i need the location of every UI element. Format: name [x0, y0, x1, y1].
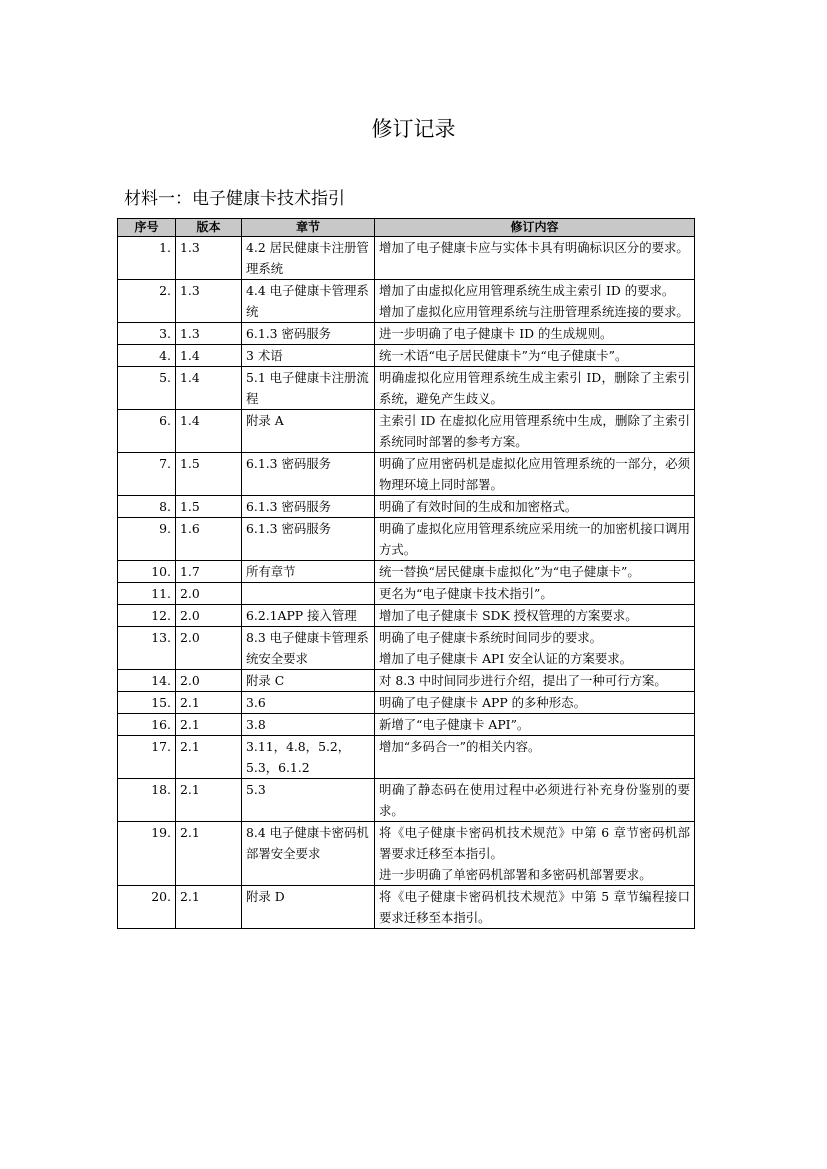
content-paragraph: 将《电子健康卡密码机技术规范》中第 5 章节编程接口要求迁移至本指引。 — [379, 889, 690, 925]
revision-table — [117, 218, 695, 929]
content-paragraph: 增加了由虚拟化应用管理系统生成主索引 ID 的要求。 — [379, 283, 675, 298]
row-content — [375, 496, 695, 518]
content-paragraph: 主索引 ID 在虚拟化应用管理系统中生成，删除了主索引系统同时部署的参考方案。 — [379, 413, 690, 449]
page-title: 修订记录 — [371, 117, 456, 141]
content-paragraph: 对 8.3 中时间同步进行介绍，提出了一种可行方案。 — [379, 673, 667, 688]
header-version: 版本 — [176, 219, 242, 237]
content-paragraph: 增加了虚拟化应用管理系统与注册管理系统连接的要求。 — [379, 304, 689, 319]
table-row — [118, 280, 695, 323]
content-paragraph: 新增了“电子健康卡 API”。 — [379, 717, 530, 732]
content-paragraph: 明确了电子健康卡 APP 的多种形态。 — [379, 695, 586, 710]
table-row — [118, 779, 695, 822]
row-version: 1.4 — [176, 345, 242, 367]
row-version: 1.4 — [176, 367, 242, 410]
content-paragraph: 明确了虚拟化应用管理系统应采用统一的加密机接口调用方式。 — [379, 521, 690, 557]
row-version: 1.5 — [176, 453, 242, 496]
row-chapter: 附录 D — [242, 886, 375, 929]
row-number: 17. — [118, 736, 176, 779]
content-paragraph: 增加了电子健康卡 API 安全认证的方案要求。 — [379, 651, 633, 666]
row-content — [375, 779, 695, 822]
row-version: 2.1 — [176, 779, 242, 822]
table-row — [118, 410, 695, 453]
row-content — [375, 410, 695, 453]
row-chapter: 4.2 居民健康卡注册管理系统 — [242, 237, 375, 280]
table-row — [118, 692, 695, 714]
content-paragraph: 统一替换“居民健康卡虚拟化”为“电子健康卡”。 — [379, 564, 640, 579]
row-number: 3. — [118, 323, 176, 345]
row-number: 18. — [118, 779, 176, 822]
content-paragraph: 增加了电子健康卡应与实体卡具有明确标识区分的要求。 — [379, 240, 689, 255]
content-paragraph: 统一术语“电子居民健康卡”为“电子健康卡”。 — [379, 348, 628, 363]
row-number: 12. — [118, 605, 176, 627]
content-paragraph: 更名为“电子健康卡技术指引”。 — [379, 586, 553, 601]
row-chapter: 6.1.3 密码服务 — [242, 496, 375, 518]
row-chapter: 4.4 电子健康卡管理系统 — [242, 280, 375, 323]
row-chapter: 5.1 电子健康卡注册流程 — [242, 367, 375, 410]
table-row — [118, 453, 695, 496]
row-chapter: 5.3 — [242, 779, 375, 822]
row-number: 1. — [118, 237, 176, 280]
row-chapter: 6.1.3 密码服务 — [242, 453, 375, 496]
row-number: 16. — [118, 714, 176, 736]
row-version: 1.7 — [176, 561, 242, 583]
row-version: 1.4 — [176, 410, 242, 453]
row-content — [375, 627, 695, 670]
row-content — [375, 367, 695, 410]
row-version: 2.1 — [176, 692, 242, 714]
row-content — [375, 518, 695, 561]
table-row — [118, 496, 695, 518]
content-paragraph: 明确了电子健康卡系统时间同步的要求。 — [379, 630, 603, 645]
row-content — [375, 692, 695, 714]
row-content — [375, 561, 695, 583]
row-content — [375, 280, 695, 323]
table-row — [118, 736, 695, 779]
row-version: 2.1 — [176, 714, 242, 736]
row-version: 2.0 — [176, 670, 242, 692]
content-paragraph: 明确虚拟化应用管理系统生成主索引 ID，删除了主索引系统，避免产生歧义。 — [379, 370, 690, 406]
table-row — [118, 670, 695, 692]
header-no: 序号 — [118, 219, 176, 237]
header-content: 修订内容 — [375, 219, 695, 237]
row-content — [375, 583, 695, 605]
table-row — [118, 605, 695, 627]
row-version: 1.3 — [176, 323, 242, 345]
row-version: 2.1 — [176, 822, 242, 886]
row-content — [375, 605, 695, 627]
content-paragraph: 明确了静态码在使用过程中必须进行补充身份鉴别的要求。 — [379, 782, 690, 818]
table-row — [118, 237, 695, 280]
row-content — [375, 822, 695, 886]
row-content — [375, 714, 695, 736]
row-chapter: 6.1.3 密码服务 — [242, 323, 375, 345]
content-paragraph: 明确了应用密码机是虚拟化应用管理系统的一部分，必须物理环境上同时部署。 — [379, 456, 690, 492]
row-version: 1.5 — [176, 496, 242, 518]
table-row — [118, 822, 695, 886]
table-row — [118, 367, 695, 410]
row-number: 9. — [118, 518, 176, 561]
row-version: 1.3 — [176, 237, 242, 280]
row-chapter: 所有章节 — [242, 561, 375, 583]
row-content — [375, 736, 695, 779]
row-chapter: 附录 C — [242, 670, 375, 692]
row-content — [375, 345, 695, 367]
table-row — [118, 627, 695, 670]
row-chapter: 3.11，4.8，5.2，5.3，6.1.2 — [242, 736, 375, 779]
content-paragraph: 进一步明确了电子健康卡 ID 的生成规则。 — [379, 326, 613, 341]
row-number: 19. — [118, 822, 176, 886]
row-content — [375, 670, 695, 692]
row-number: 15. — [118, 692, 176, 714]
row-version: 2.1 — [176, 886, 242, 929]
row-number: 13. — [118, 627, 176, 670]
row-number: 5. — [118, 367, 176, 410]
row-number: 14. — [118, 670, 176, 692]
row-chapter: 附录 A — [242, 410, 375, 453]
row-version: 1.6 — [176, 518, 242, 561]
row-version: 2.0 — [176, 605, 242, 627]
row-chapter: 3.6 — [242, 692, 375, 714]
table-row — [118, 561, 695, 583]
table-row — [118, 583, 695, 605]
content-paragraph: 增加“多码合一”的相关内容。 — [379, 739, 541, 754]
content-paragraph: 进一步明确了单密码机部署和多密码机部署要求。 — [379, 867, 652, 882]
row-number: 7. — [118, 453, 176, 496]
content-paragraph: 将《电子健康卡密码机技术规范》中第 6 章节密码机部署要求迁移至本指引。 — [379, 825, 690, 861]
content-paragraph: 明确了有效时间的生成和加密格式。 — [379, 499, 578, 514]
row-chapter: 6.2.1APP 接入管理 — [242, 605, 375, 627]
table-row — [118, 886, 695, 929]
row-chapter: 8.3 电子健康卡管理系统安全要求 — [242, 627, 375, 670]
table-header-row — [118, 219, 695, 237]
table-row — [118, 518, 695, 561]
table-row — [118, 345, 695, 367]
row-content — [375, 237, 695, 280]
row-content — [375, 323, 695, 345]
row-chapter — [242, 583, 375, 605]
row-version: 2.0 — [176, 583, 242, 605]
row-number: 8. — [118, 496, 176, 518]
header-chapter: 章节 — [242, 219, 375, 237]
table-row — [118, 714, 695, 736]
row-number: 10. — [118, 561, 176, 583]
section-subtitle: 材料一：电子健康卡技术指引 — [124, 189, 345, 209]
row-content — [375, 886, 695, 929]
row-number: 6. — [118, 410, 176, 453]
row-number: 2. — [118, 280, 176, 323]
row-chapter: 3.8 — [242, 714, 375, 736]
row-version: 2.1 — [176, 736, 242, 779]
row-number: 11. — [118, 583, 176, 605]
row-chapter: 3 术语 — [242, 345, 375, 367]
row-number: 4. — [118, 345, 176, 367]
row-version: 1.3 — [176, 280, 242, 323]
content-paragraph: 增加了电子健康卡 SDK 授权管理的方案要求。 — [379, 608, 638, 623]
row-content — [375, 453, 695, 496]
table-row — [118, 323, 695, 345]
row-number: 20. — [118, 886, 176, 929]
row-chapter: 6.1.3 密码服务 — [242, 518, 375, 561]
row-version: 2.0 — [176, 627, 242, 670]
row-chapter: 8.4 电子健康卡密码机部署安全要求 — [242, 822, 375, 886]
